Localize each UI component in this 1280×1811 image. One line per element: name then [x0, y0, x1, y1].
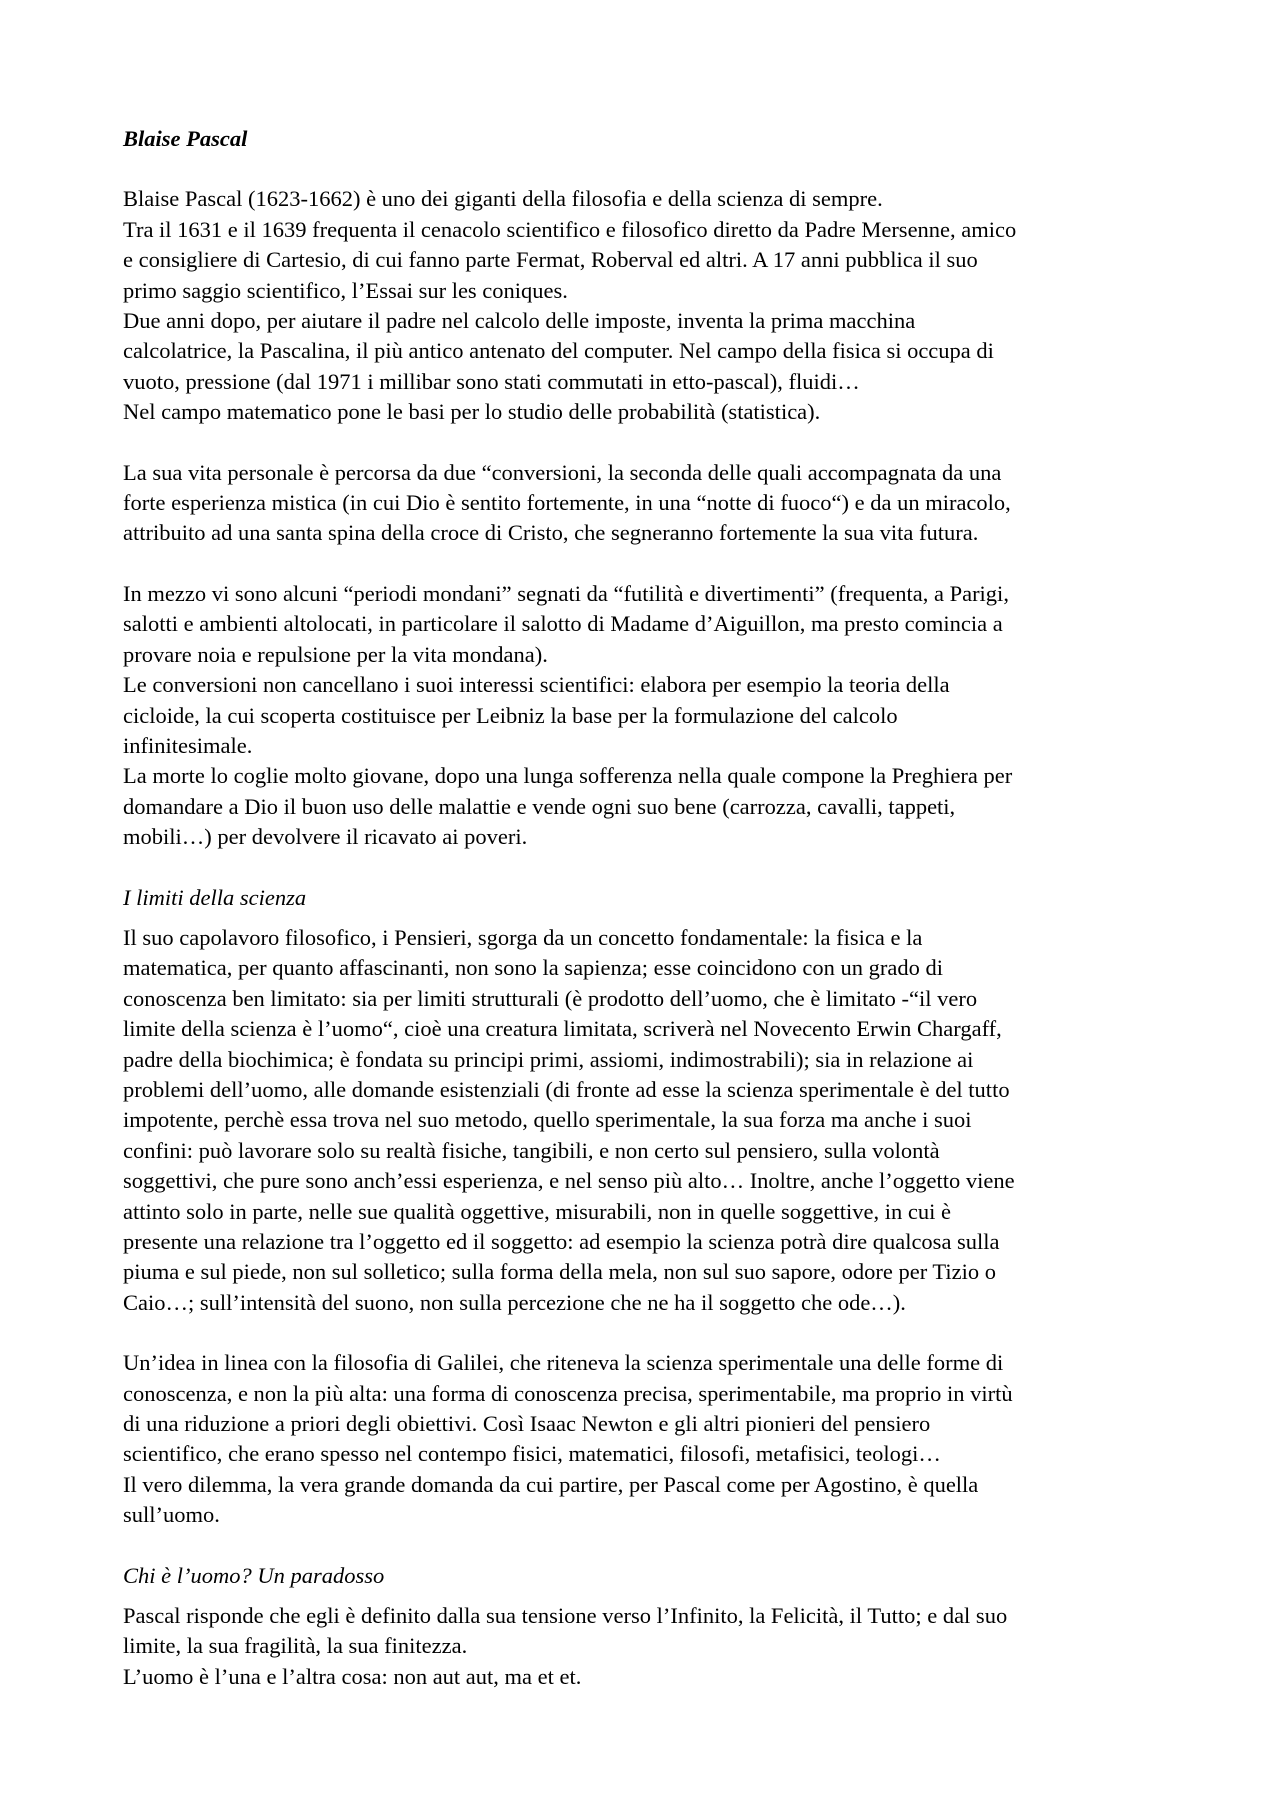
paragraph-limits-1: [123, 923, 1163, 1318]
paragraph-intro: [123, 184, 1163, 427]
document-body: [123, 124, 1163, 1722]
text-line: domandare a Dio il buon uso delle malattie e vende ogni suo bene (carrozza, cavalli, tappeti,: [123, 793, 956, 819]
text-line: scientifico, che erano spesso nel contempo fisici, matematici, filosofi, metafisici, teologi…: [123, 1441, 941, 1467]
text-line: soggettivi, che pure sono anch’essi esperienza, e nel senso più alto… Inoltre, anche l’oggetto viene: [123, 1168, 1015, 1194]
text-line: mobili…) per devolvere il ricavato ai poveri.: [123, 824, 528, 850]
text-line: salotti e ambienti altolocati, in particolare il salotto di Madame d’Aiguillon, ma presto comincia a: [123, 611, 1003, 637]
paragraph-worldly-periods: [123, 579, 1163, 853]
section-heading-man: Chi è l’uomo? Un paradosso: [123, 1562, 385, 1588]
text-line: Un’idea in linea con la filosofia di Galilei, che riteneva la scienza sperimentale una delle forme di: [123, 1350, 1004, 1376]
text-line: vuoto, pressione (dal 1971 i millibar sono stati commutati in etto-pascal), fluidi…: [123, 368, 860, 394]
text-line: cicloide, la cui scoperta costituisce per Leibniz la base per la formulazione del calcolo: [123, 702, 898, 728]
text-line: L’uomo è l’una e l’altra cosa: non aut aut, ma et et.: [123, 1663, 582, 1689]
text-line: In mezzo vi sono alcuni “periodi mondani” segnati da “futilità e divertimenti” (frequenta, a Parigi,: [123, 580, 1009, 606]
text-line: padre della biochimica; è fondata su principi primi, assiomi, indimostrabili); sia in relazione ai: [123, 1046, 974, 1072]
text-line: presente una relazione tra l’oggetto ed il soggetto: ad esempio la scienza potrà dire qualcosa sulla: [123, 1229, 1000, 1254]
text-line: Il suo capolavoro filosofico, i Pensieri, sgorga da un concetto fondamentale: la fisica e la: [123, 924, 923, 950]
text-line: La sua vita personale è percorsa da due “conversioni, la seconda delle quali accompagnata da una: [123, 459, 1002, 485]
text-line: conoscenza, e non la più alta: una forma di conoscenza precisa, sperimentabile, ma proprio in virtù: [123, 1380, 1013, 1406]
section-heading-limits: I limiti della scienza: [123, 884, 307, 910]
text-line: Le conversioni non cancellano i suoi interessi scientifici: elabora per esempio la teoria della: [123, 672, 950, 698]
text-line: attribuito ad una santa spina della croce di Cristo, che segneranno fortemente la sua vita futura.: [123, 520, 979, 546]
text-line: forte esperienza mistica (in cui Dio è sentito fortemente, in una “notte di fuoco“) e da un miracolo,: [123, 490, 1011, 516]
text-line: La morte lo coglie molto giovane, dopo una lunga sofferenza nella quale compone la Preghiera per: [123, 763, 1013, 789]
text-line: Caio…; sull’intensità del suono, non sulla percezione che ne ha il soggetto che ode…).: [123, 1289, 906, 1315]
text-line: e consigliere di Cartesio, di cui fanno parte Fermat, Roberval ed altri. A 17 anni pubblica il suo: [123, 247, 978, 273]
text-line: Pascal risponde che egli è definito dalla sua tensione verso l’Infinito, la Felicità, il Tutto; e dal suo: [123, 1603, 1008, 1629]
text-line: Blaise Pascal (1623-1662) è uno dei giganti della filosofia e della scienza di sempre.: [123, 186, 883, 212]
text-line: problemi dell’uomo, alle domande esistenziali (di fronte ad esse la scienza sperimentale è del tutto: [123, 1076, 1010, 1102]
text-line: Il vero dilemma, la vera grande domanda da cui partire, per Pascal come per Agostino, è quella: [123, 1471, 979, 1497]
text-line: Due anni dopo, per aiutare il padre nel calcolo delle imposte, inventa la prima macchina: [123, 308, 916, 334]
text-line: di una riduzione a priori degli obiettivi. Così Isaac Newton e gli altri pionieri del pensiero: [123, 1411, 931, 1437]
document-title: Blaise Pascal: [123, 126, 248, 151]
text-line: primo saggio scientifico, l’Essai sur les coniques.: [123, 277, 568, 303]
paragraph-conversions: [123, 458, 1163, 549]
paragraph-man-1: [123, 1601, 1163, 1692]
text-line: Tra il 1631 e il 1639 frequenta il cenacolo scientifico e filosofico diretto da Padre Mersenne, amico: [123, 216, 1017, 242]
text-line: provare noia e repulsione per la vita mondana).: [123, 641, 548, 667]
text-line: attinto solo in parte, nelle sue qualità oggettive, misurabili, non in quelle soggettive, in cui è: [123, 1198, 951, 1224]
paragraph-limits-2: [123, 1348, 1163, 1530]
text-line: matematica, per quanto affascinanti, non sono la sapienza; esse coincidono con un grado di: [123, 955, 943, 981]
text-line: impotente, perchè essa trova nel suo metodo, quello sperimentale, la sua forza ma anche i suoi: [123, 1107, 972, 1133]
text-line: infinitesimale.: [123, 732, 253, 758]
text-line: limite della scienza è l’uomo“, cioè una creatura limitata, scriverà nel Novecento Erwin Chargaff,: [123, 1016, 1002, 1042]
text-line: piuma e sul piede, non sul solletico; sulla forma della mela, non sul suo sapore, odore per Tizio o: [123, 1259, 996, 1285]
text-line: limite, la sua fragilità, la sua finitezza.: [123, 1633, 468, 1659]
text-line: conoscenza ben limitato: sia per limiti strutturali (è prodotto dell’uomo, che è limitato -“il vero: [123, 985, 978, 1011]
text-line: confini: può lavorare solo su realtà fisiche, tangibili, e non certo sul pensiero, sulla volontà: [123, 1137, 940, 1163]
text-line: Nel campo matematico pone le basi per lo studio delle probabilità (statistica).: [123, 399, 821, 425]
text-line: calcolatrice, la Pascalina, il più antico antenato del computer. Nel campo della fisica si occupa di: [123, 338, 994, 364]
text-line: sull’uomo.: [123, 1502, 220, 1528]
